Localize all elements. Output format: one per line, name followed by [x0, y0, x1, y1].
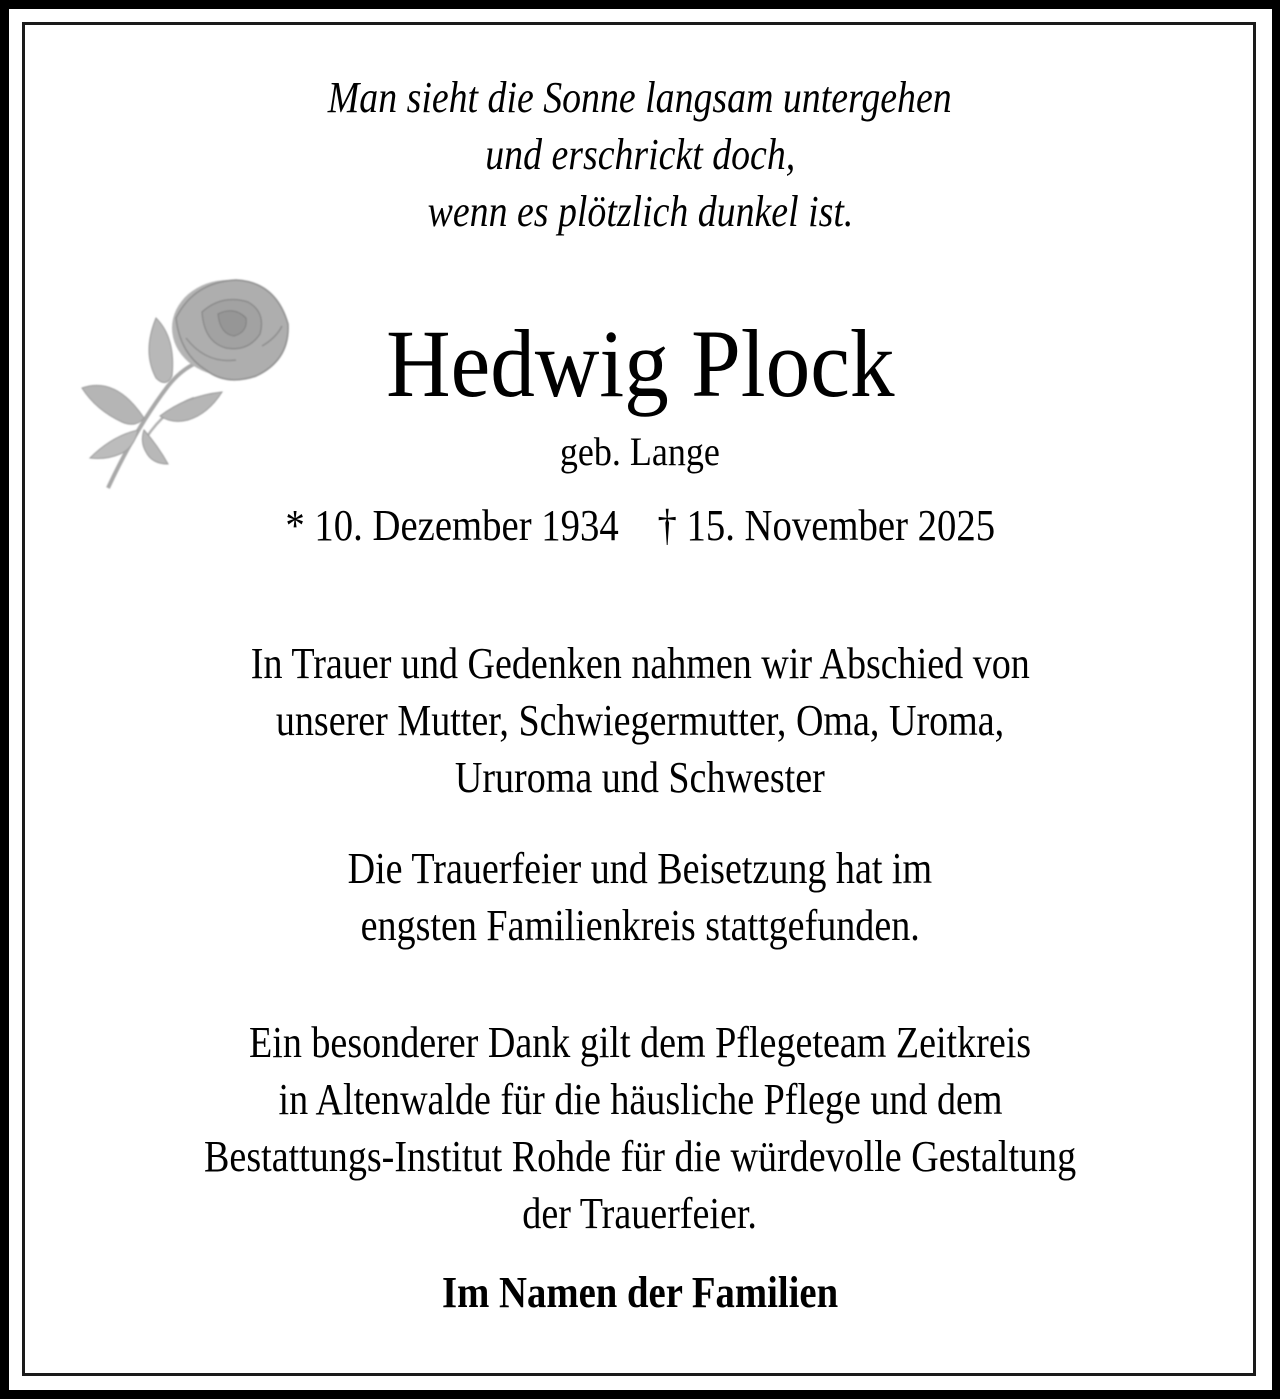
paragraph-1-line-1	[0, 635, 1280, 692]
paragraph-text: Bestattungs-Institut Rohde für die würdevolle Gestaltung	[203, 1132, 1077, 1181]
paragraph-text: Ein besonderer Dank gilt dem Pflegeteam Zeitkreis	[248, 1018, 1032, 1067]
maiden-name	[0, 428, 1280, 476]
birth-date: * 10. Dezember 1934	[285, 501, 619, 550]
maiden-name-text: geb. Lange	[560, 429, 720, 474]
paragraph-3-line-1	[0, 1014, 1280, 1071]
life-dates-text	[285, 500, 995, 552]
paragraph-text: unserer Mutter, Schwiegermutter, Oma, Uroma,	[275, 696, 1005, 745]
quote-line-2	[0, 126, 1280, 183]
paragraph-2-line-2	[0, 897, 1280, 954]
paragraph-1-line-2	[0, 692, 1280, 749]
quote-line-3	[0, 183, 1280, 240]
paragraph-3-line-2	[0, 1071, 1280, 1128]
paragraph-text: Ururoma und Schwester	[455, 753, 825, 802]
quote-text: und erschrickt doch,	[484, 130, 796, 179]
paragraph-text: In Trauer und Gedenken nahmen wir Abschied von	[250, 639, 1030, 688]
quote-line-1	[0, 69, 1280, 126]
paragraph-text: Die Trauerfeier und Beisetzung hat im	[347, 844, 933, 893]
life-dates	[0, 500, 1280, 552]
deceased-name-text: Hedwig Plock	[385, 310, 895, 417]
death-date: † 15. November 2025	[657, 501, 995, 550]
paragraph-3-line-4	[0, 1185, 1280, 1242]
paragraph-text: der Trauerfeier.	[522, 1189, 758, 1238]
deceased-name	[0, 310, 1280, 417]
quote-text: Man sieht die Sonne langsam untergehen	[328, 73, 952, 122]
paragraph-text: in Altenwalde für die häusliche Pflege und dem	[277, 1075, 1003, 1124]
paragraph-2-line-1	[0, 840, 1280, 897]
paragraph-3-line-3	[0, 1128, 1280, 1185]
signature	[0, 1267, 1280, 1319]
signature-text: Im Namen der Familien	[441, 1268, 839, 1317]
quote-text: wenn es plötzlich dunkel ist.	[427, 187, 853, 236]
paragraph-text: engsten Familienkreis stattgefunden.	[360, 901, 920, 950]
paragraph-1-line-3	[0, 749, 1280, 806]
